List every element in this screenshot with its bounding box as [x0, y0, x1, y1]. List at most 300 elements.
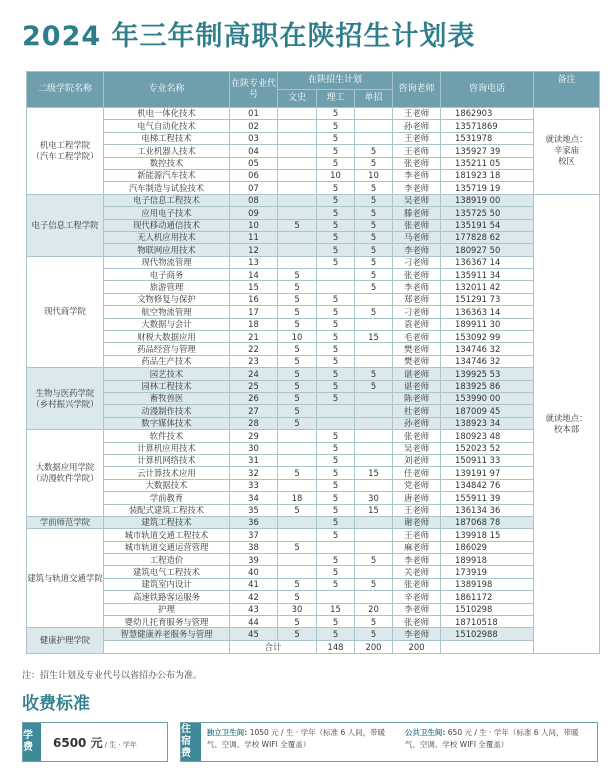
- cell-teacher: 谌老师: [393, 368, 441, 380]
- cell-ligong: 5: [317, 454, 355, 466]
- cell-phone: 136367 14: [441, 256, 534, 268]
- cell-wenshi: 5: [278, 281, 317, 293]
- college-name: 建筑与轨道交通学院: [27, 529, 104, 628]
- cell-code: 09: [230, 207, 278, 219]
- cell-danzhao: [355, 541, 393, 553]
- cell-danzhao: 5: [355, 182, 393, 194]
- cell-danzhao: [355, 318, 393, 330]
- table-row: [27, 318, 600, 330]
- table-row: [27, 157, 600, 169]
- cell-teacher: 樊老师: [393, 355, 441, 367]
- cell-major: 计算机应用技术: [104, 442, 230, 454]
- cell-danzhao: 10: [355, 169, 393, 181]
- lodging-independent: [201, 723, 399, 761]
- cell-ligong: 5: [317, 244, 355, 256]
- cell-teacher: 麻老师: [393, 541, 441, 553]
- cell-wenshi: 5: [278, 504, 317, 516]
- lodging-box: [180, 722, 598, 762]
- cell-teacher: 谢老师: [393, 516, 441, 528]
- cell-danzhao: 5: [355, 616, 393, 628]
- cell-ligong: 5: [317, 355, 355, 367]
- cell-major: 畜牧兽医: [104, 392, 230, 404]
- cell-code: 38: [230, 541, 278, 553]
- cell-teacher: 张老师: [393, 616, 441, 628]
- cell-ligong: [317, 281, 355, 293]
- cell-code: 40: [230, 566, 278, 578]
- cell-wenshi: 5: [278, 219, 317, 231]
- table-row: [27, 231, 600, 243]
- cell-danzhao: [355, 293, 393, 305]
- cell-phone: 151291 73: [441, 293, 534, 305]
- cell-code: 06: [230, 169, 278, 181]
- cell-ligong: 5: [317, 108, 355, 120]
- cell-danzhao: [355, 343, 393, 355]
- cell-major: 应用电子技术: [104, 207, 230, 219]
- cell-code: 02: [230, 120, 278, 132]
- cell-ligong: [317, 405, 355, 417]
- cell-major: 无人机应用技术: [104, 231, 230, 243]
- table-row: [27, 454, 600, 466]
- cell-danzhao: [355, 479, 393, 491]
- cell-ligong: 5: [317, 516, 355, 528]
- cell-teacher: 滕老师: [393, 207, 441, 219]
- cell-danzhao: 15: [355, 504, 393, 516]
- cell-major: 建筑工程技术: [104, 516, 230, 528]
- enrollment-plan-table: [26, 71, 600, 654]
- cell-danzhao: 15: [355, 331, 393, 343]
- cell-ligong: 5: [317, 554, 355, 566]
- cell-major: 物联网应用技术: [104, 244, 230, 256]
- college-name: 生物与医药学院 （乡村振兴学院）: [27, 368, 104, 430]
- cell-teacher: 谌老师: [393, 380, 441, 392]
- table-row: [27, 616, 600, 628]
- table-row: [27, 392, 600, 404]
- cell-code: 18: [230, 318, 278, 330]
- cell-ligong: 5: [317, 578, 355, 590]
- cell-code: 25: [230, 380, 278, 392]
- cell-phone: 1389198: [441, 578, 534, 590]
- cell-teacher: 关老师: [393, 566, 441, 578]
- cell-code: 29: [230, 430, 278, 442]
- cell-wenshi: 5: [278, 368, 317, 380]
- cell-teacher: 王老师: [393, 529, 441, 541]
- cell-teacher: 陈老师: [393, 392, 441, 404]
- cell-phone: 135191 54: [441, 219, 534, 231]
- cell-teacher: 张老师: [393, 157, 441, 169]
- cell-phone: 135211 05: [441, 157, 534, 169]
- cell-code: 44: [230, 616, 278, 628]
- cell-teacher: 张老师: [393, 430, 441, 442]
- cell-wenshi: [278, 120, 317, 132]
- cell-ligong: 5: [317, 219, 355, 231]
- cell-major: 电子商务: [104, 269, 230, 281]
- cell-wenshi: [278, 529, 317, 541]
- table-row: [27, 355, 600, 367]
- cell-code: 37: [230, 529, 278, 541]
- cell-phone: 180927 50: [441, 244, 534, 256]
- cell-code: 23: [230, 355, 278, 367]
- cell-phone: 153990 00: [441, 392, 534, 404]
- cell-phone: 15102988: [441, 628, 534, 640]
- lodging-tag: 住宿费: [181, 723, 201, 761]
- cell-danzhao: 15: [355, 467, 393, 479]
- cell-danzhao: 5: [355, 281, 393, 293]
- table-row: [27, 541, 600, 553]
- header-plan-group: 在陕招生计划: [278, 72, 393, 90]
- cell-phone: 177828 62: [441, 231, 534, 243]
- total-ligong: 200: [355, 640, 393, 653]
- cell-teacher: 樊老师: [393, 343, 441, 355]
- table-row: [27, 331, 600, 343]
- cell-danzhao: 5: [355, 628, 393, 640]
- cell-phone: 136363 14: [441, 306, 534, 318]
- header-phone: 咨询电话: [441, 72, 534, 108]
- cell-teacher: 吴老师: [393, 442, 441, 454]
- cell-code: 36: [230, 516, 278, 528]
- cell-code: 11: [230, 231, 278, 243]
- cell-wenshi: [278, 207, 317, 219]
- table-row: [27, 529, 600, 541]
- cell-teacher: 任老师: [393, 467, 441, 479]
- cell-ligong: 5: [317, 157, 355, 169]
- cell-ligong: 5: [317, 442, 355, 454]
- cell-wenshi: 5: [278, 343, 317, 355]
- cell-phone: 132011 42: [441, 281, 534, 293]
- cell-major: 建筑室内设计: [104, 578, 230, 590]
- tuition-unit: / 生 · 学年: [104, 740, 137, 749]
- table-row: [27, 603, 600, 615]
- cell-ligong: 5: [317, 293, 355, 305]
- cell-wenshi: [278, 256, 317, 268]
- cell-wenshi: [278, 157, 317, 169]
- table-row: [27, 219, 600, 231]
- independent-label: 独立卫生间:: [206, 728, 248, 737]
- cell-ligong: 15: [317, 603, 355, 615]
- cell-danzhao: 5: [355, 219, 393, 231]
- cell-major: 药品生产技术: [104, 355, 230, 367]
- remark-note: 就读地点： 校本部: [534, 194, 600, 653]
- cell-danzhao: [355, 405, 393, 417]
- cell-phone: 134746 32: [441, 343, 534, 355]
- cell-ligong: 5: [317, 207, 355, 219]
- cell-code: 03: [230, 132, 278, 144]
- cell-teacher: 李老师: [393, 244, 441, 256]
- table-row: [27, 628, 600, 640]
- independent-text: 1050 元 / 生 · 学年（标准 6 人间，带暖气、空调、学校 WIFI 全覆盖）: [206, 728, 386, 749]
- cell-major: 装配式建筑工程技术: [104, 504, 230, 516]
- cell-teacher: 李老师: [393, 182, 441, 194]
- cell-code: 01: [230, 108, 278, 120]
- cell-teacher: 刁老师: [393, 256, 441, 268]
- cell-code: 31: [230, 454, 278, 466]
- cell-phone: 189918: [441, 554, 534, 566]
- cell-phone: 138919 00: [441, 194, 534, 206]
- cell-major: 建筑电气工程技术: [104, 566, 230, 578]
- table-body: [27, 108, 600, 654]
- cell-danzhao: [355, 442, 393, 454]
- cell-code: 39: [230, 554, 278, 566]
- college-name: 健康护理学院: [27, 628, 104, 653]
- cell-phone: 150911 33: [441, 454, 534, 466]
- footnote: 注：招生计划及专业代号以省招办公布为准。: [22, 671, 203, 681]
- cell-ligong: 10: [317, 169, 355, 181]
- cell-major: 大数据技术: [104, 479, 230, 491]
- table-row: [27, 504, 600, 516]
- cell-phone: 152023 52: [441, 442, 534, 454]
- total-row: [27, 640, 600, 653]
- cell-teacher: 张老师: [393, 269, 441, 281]
- cell-code: 34: [230, 492, 278, 504]
- cell-danzhao: [355, 430, 393, 442]
- cell-code: 15: [230, 281, 278, 293]
- cell-code: 45: [230, 628, 278, 640]
- cell-code: 35: [230, 504, 278, 516]
- cell-phone: 1861172: [441, 591, 534, 603]
- cell-code: 43: [230, 603, 278, 615]
- cell-ligong: 5: [317, 306, 355, 318]
- table-row: [27, 405, 600, 417]
- cell-teacher: 王老师: [393, 108, 441, 120]
- cell-teacher: 李老师: [393, 628, 441, 640]
- cell-major: 动漫制作技术: [104, 405, 230, 417]
- cell-code: 26: [230, 392, 278, 404]
- cell-danzhao: 5: [355, 578, 393, 590]
- cell-ligong: 5: [317, 343, 355, 355]
- cell-wenshi: [278, 442, 317, 454]
- cell-code: 42: [230, 591, 278, 603]
- cell-major: 大数据与会计: [104, 318, 230, 330]
- cell-phone: 186029: [441, 541, 534, 553]
- cell-phone: 134746 32: [441, 355, 534, 367]
- cell-major: 汽车制造与试验技术: [104, 182, 230, 194]
- cell-ligong: [317, 541, 355, 553]
- cell-danzhao: 20: [355, 603, 393, 615]
- cell-code: 08: [230, 194, 278, 206]
- cell-major: 计算机网络技术: [104, 454, 230, 466]
- cell-phone: 138923 34: [441, 417, 534, 429]
- cell-code: 21: [230, 331, 278, 343]
- cell-phone: 183925 86: [441, 380, 534, 392]
- cell-phone: 135911 34: [441, 269, 534, 281]
- cell-teacher: 张老师: [393, 219, 441, 231]
- cell-danzhao: [355, 566, 393, 578]
- cell-ligong: 5: [317, 616, 355, 628]
- cell-major: 城市轨道交通运营管理: [104, 541, 230, 553]
- cell-danzhao: 5: [355, 244, 393, 256]
- cell-major: 工程造价: [104, 554, 230, 566]
- cell-major: 旅游管理: [104, 281, 230, 293]
- cell-ligong: 5: [317, 318, 355, 330]
- cell-danzhao: [355, 591, 393, 603]
- cell-teacher: 唐老师: [393, 492, 441, 504]
- cell-phone: 135927 39: [441, 145, 534, 157]
- college-name: 现代商学院: [27, 256, 104, 368]
- cell-ligong: 5: [317, 256, 355, 268]
- cell-phone: 139191 97: [441, 467, 534, 479]
- cell-phone: 18710518: [441, 616, 534, 628]
- cell-code: 33: [230, 479, 278, 491]
- cell-major: 婴幼儿托育服务与管理: [104, 616, 230, 628]
- cell-danzhao: 5: [355, 256, 393, 268]
- cell-ligong: 5: [317, 504, 355, 516]
- cell-wenshi: 5: [278, 578, 317, 590]
- header-code: 在陕专业代号: [230, 72, 278, 108]
- cell-teacher: 刘老师: [393, 454, 441, 466]
- cell-major: 机电一体化技术: [104, 108, 230, 120]
- cell-danzhao: [355, 417, 393, 429]
- cell-teacher: 辛老师: [393, 591, 441, 603]
- tuition-box: [22, 722, 168, 762]
- cell-major: 护理: [104, 603, 230, 615]
- cell-wenshi: 5: [278, 591, 317, 603]
- table-row: [27, 442, 600, 454]
- cell-major: 学前教育: [104, 492, 230, 504]
- public-text: 650 元 / 生 · 学年（标准 6 人间，带暖气、空调、学校 WIFI 全覆盖）: [404, 728, 579, 749]
- tuition-tag: 学费: [23, 723, 41, 761]
- cell-wenshi: 5: [278, 293, 317, 305]
- cell-wenshi: 5: [278, 392, 317, 404]
- cell-ligong: 5: [317, 368, 355, 380]
- cell-danzhao: [355, 120, 393, 132]
- cell-danzhao: [355, 454, 393, 466]
- cell-wenshi: [278, 479, 317, 491]
- header-remark: 备注: [534, 72, 600, 108]
- cell-code: 16: [230, 293, 278, 305]
- cell-ligong: 5: [317, 120, 355, 132]
- cell-wenshi: [278, 108, 317, 120]
- cell-wenshi: [278, 169, 317, 181]
- public-label: 公共卫生间:: [404, 728, 446, 737]
- cell-major: 数字媒体技术: [104, 417, 230, 429]
- cell-major: 园林工程技术: [104, 380, 230, 392]
- header-college: 二级学院名称: [27, 72, 104, 108]
- cell-ligong: 5: [317, 380, 355, 392]
- cell-ligong: 5: [317, 479, 355, 491]
- table-row: [27, 269, 600, 281]
- cell-danzhao: 30: [355, 492, 393, 504]
- table-row: [27, 108, 600, 120]
- page-title: 2024 年三年制高职在陕招生计划表: [22, 21, 476, 52]
- table-row: [27, 467, 600, 479]
- cell-danzhao: [355, 516, 393, 528]
- cell-code: 28: [230, 417, 278, 429]
- cell-code: 27: [230, 405, 278, 417]
- cell-major: 电气自动化技术: [104, 120, 230, 132]
- table-row: [27, 281, 600, 293]
- table-row: [27, 554, 600, 566]
- cell-phone: 153092 99: [441, 331, 534, 343]
- table-row: [27, 430, 600, 442]
- cell-wenshi: [278, 132, 317, 144]
- cell-code: 24: [230, 368, 278, 380]
- cell-major: 园艺技术: [104, 368, 230, 380]
- cell-wenshi: 5: [278, 306, 317, 318]
- cell-teacher: 袁老师: [393, 318, 441, 330]
- cell-danzhao: 5: [355, 231, 393, 243]
- cell-major: 现代物流管理: [104, 256, 230, 268]
- cell-wenshi: 5: [278, 541, 317, 553]
- table-row: [27, 169, 600, 181]
- header-ligong: 理工: [317, 90, 355, 108]
- remark-note: 就读地点： 辛家庙 校区: [534, 108, 600, 195]
- cell-wenshi: 5: [278, 269, 317, 281]
- cell-wenshi: [278, 430, 317, 442]
- cell-major: 云计算技术应用: [104, 467, 230, 479]
- cell-teacher: 孙老师: [393, 120, 441, 132]
- table-row: [27, 479, 600, 491]
- cell-phone: 1862903: [441, 108, 534, 120]
- cell-ligong: 5: [317, 145, 355, 157]
- cell-wenshi: [278, 454, 317, 466]
- cell-teacher: 李老师: [393, 554, 441, 566]
- college-name: 电子信息工程学院: [27, 194, 104, 256]
- college-name: 学前师范学院: [27, 516, 104, 528]
- table-row: [27, 492, 600, 504]
- cell-teacher: 李老师: [393, 169, 441, 181]
- cell-wenshi: [278, 516, 317, 528]
- tuition-amount: 6500 元: [53, 735, 103, 750]
- cell-major: 软件技术: [104, 430, 230, 442]
- cell-ligong: 5: [317, 430, 355, 442]
- cell-phone: 181923 18: [441, 169, 534, 181]
- cell-code: 32: [230, 467, 278, 479]
- cell-teacher: 郑老师: [393, 293, 441, 305]
- cell-ligong: 5: [317, 628, 355, 640]
- cell-major: 城市轨道交通工程技术: [104, 529, 230, 541]
- cell-phone: 1510298: [441, 603, 534, 615]
- cell-phone: 173919: [441, 566, 534, 578]
- cell-wenshi: [278, 182, 317, 194]
- cell-major: 现代移动通信技术: [104, 219, 230, 231]
- cell-danzhao: 5: [355, 269, 393, 281]
- cell-danzhao: 5: [355, 145, 393, 157]
- cell-danzhao: [355, 132, 393, 144]
- cell-wenshi: 5: [278, 355, 317, 367]
- cell-code: 12: [230, 244, 278, 256]
- table-row: [27, 244, 600, 256]
- table-row: [27, 256, 600, 268]
- cell-teacher: 王老师: [393, 504, 441, 516]
- cell-wenshi: 18: [278, 492, 317, 504]
- cell-major: 航空物流管理: [104, 306, 230, 318]
- cell-major: 数控技术: [104, 157, 230, 169]
- cell-wenshi: 5: [278, 467, 317, 479]
- cell-code: 10: [230, 219, 278, 231]
- cell-code: 22: [230, 343, 278, 355]
- cell-wenshi: [278, 145, 317, 157]
- cell-ligong: [317, 417, 355, 429]
- table-row: [27, 417, 600, 429]
- cell-major: 高速铁路客运服务: [104, 591, 230, 603]
- cell-code: 17: [230, 306, 278, 318]
- cell-ligong: 5: [317, 566, 355, 578]
- table-row: [27, 343, 600, 355]
- table-row: [27, 380, 600, 392]
- cell-wenshi: 10: [278, 331, 317, 343]
- table-row: [27, 145, 600, 157]
- cell-ligong: [317, 269, 355, 281]
- cell-code: 05: [230, 157, 278, 169]
- cell-major: 电子信息工程技术: [104, 194, 230, 206]
- cell-code: 14: [230, 269, 278, 281]
- cell-wenshi: 30: [278, 603, 317, 615]
- cell-major: 财税大数据应用: [104, 331, 230, 343]
- cell-ligong: 5: [317, 132, 355, 144]
- cell-phone: 13571869: [441, 120, 534, 132]
- college-name: 大数据应用学院 （动漫软件学院）: [27, 430, 104, 517]
- cell-ligong: 5: [317, 467, 355, 479]
- cell-ligong: [317, 591, 355, 603]
